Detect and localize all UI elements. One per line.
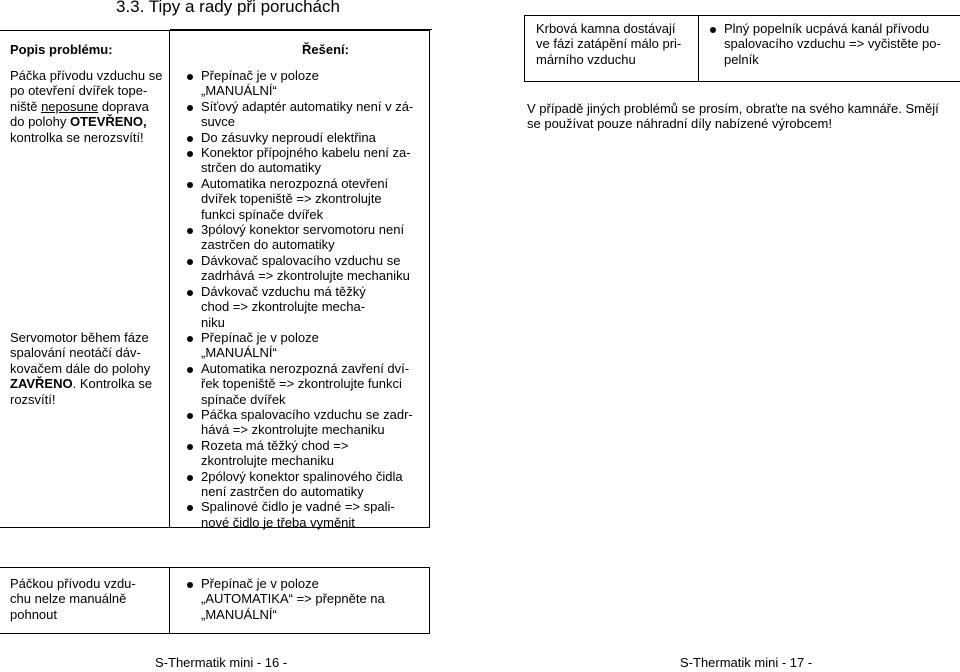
solution-item: Automatika nerozpozná otevření dvířek topeniště => zkontrolujte funkci spínače dvířek — [183, 176, 423, 222]
section-title: 3.3. Tipy a rady při poruchách — [116, 0, 340, 16]
solution-item: Automatika nerozpozná zavření dví- řek topeniště => zkontrolujte funkci spínače dvířek — [183, 361, 423, 407]
table-column-divider — [169, 30, 170, 527]
footer-right: S-Thermatik mini - 17 - — [680, 655, 813, 670]
problem-header: Popis problému: — [10, 42, 113, 57]
solution-item: Přepínač je v poloze „MANUÁLNÍ“ — [183, 330, 423, 361]
solution-item: Konektor přípojného kabelu není za- strčen do automatiky — [183, 145, 423, 176]
solution-header: Řešení: — [302, 42, 349, 57]
right-table-divider — [698, 15, 699, 81]
solution-item: Páčka spalovacího vzduchu se zadr- hává => zkontrolujte mechaniku — [183, 407, 423, 438]
solution-item: 2pólový konektor spalinového čidla není zastrčen do automatiky — [183, 469, 423, 500]
solution-item: Síťový adaptér automatiky není v zá- suvce — [183, 99, 423, 130]
solution-list-3 — [183, 576, 423, 622]
solution-item: Dávkovač spalovacího vzduchu se zadrhává => zkontrolujte mechaniku — [183, 253, 423, 284]
right-problem: Krbová kamna dostávají ve fázi zatápění málo pri- márního vzduchu — [536, 21, 682, 67]
solution-item: 3pólový konektor servomotoru není zastrčen do automatiky — [183, 222, 423, 253]
solution-item: Rozeta má těžký chod => zkontrolujte mechaniku — [183, 438, 423, 469]
problem-2: Servomotor během fáze spalování neotáčí dáv- kovačem dále do polohy ZAVŘENO. Kontrolka se rozsvítí! — [10, 330, 153, 407]
solution-item: Přepínač je v poloze „AUTOMATIKA“ => přepněte na „MANUÁLNÍ“ — [183, 576, 423, 622]
solution-item: Dávkovač vzduchu má těžký chod => zkontrolujte mecha- niku — [183, 284, 423, 330]
solution-item: Do zásuvky neproudí elektřina — [183, 130, 423, 145]
footer-left: S-Thermatik mini - 16 - — [155, 655, 288, 670]
solution-item: Spalinové čidlo je vadné => spali- nové čidlo je třeba vyměnit — [183, 499, 423, 530]
solution-list-1 — [183, 68, 423, 330]
right-solution-list — [706, 21, 956, 67]
problem-3: Páčkou přívodu vzdu- chu nelze manuálně pohnout — [10, 576, 136, 622]
solution-item: Přepínač je v poloze „MANUÁLNÍ“ — [183, 68, 423, 99]
solution-item: Plný popelník ucpává kanál přívodu spalovacího vzduchu => vyčistěte po- pelník — [706, 21, 956, 67]
solution-list-2 — [183, 330, 423, 530]
row3-column-divider — [169, 567, 170, 633]
replacement-parts-note: V případě jiných problémů se prosím, obraťte na svého kamnáře. Smějí se používat pouze náhradní díly nabízené výrobcem! — [527, 101, 939, 132]
problem-1: Páčka přívodu vzduchu se po otevření dvířek tope- niště neposune doprava do polohy OTEVŘENO, kontrolka se nerozsvítí! — [10, 68, 163, 145]
